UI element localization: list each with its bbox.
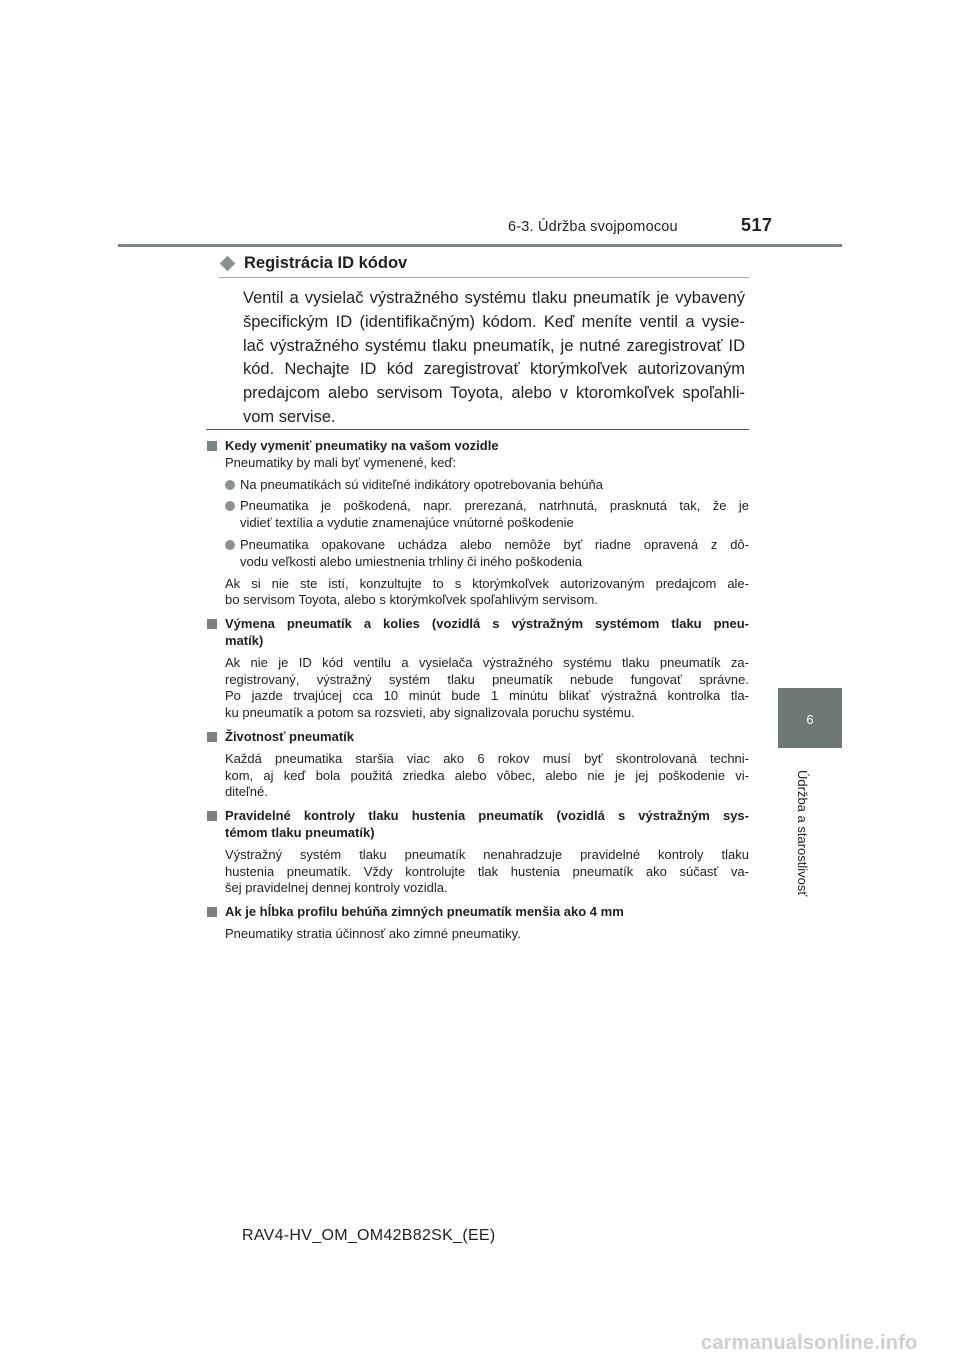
text-line: registrovaný, výstražný systém tlaku pneumatík nebude fungovať správne. bbox=[225, 671, 749, 687]
square-bullet-icon bbox=[207, 732, 217, 742]
text-line: Ak si nie ste istí, konzultujte to s ktorýmkoľvek autorizovaným predajcom ale- bbox=[225, 575, 749, 591]
square-bullet-icon bbox=[207, 907, 217, 917]
note-heading: Pravidelné kontroly tlaku hustenia pneumatík (vozidlá s výstražným sys- témom tlaku pneumatík) bbox=[206, 808, 749, 842]
notes-divider bbox=[206, 429, 749, 430]
square-bullet-icon bbox=[207, 811, 217, 821]
chapter-tab-title: Údržba a starostlivosť bbox=[795, 770, 810, 897]
note-text bbox=[206, 847, 749, 897]
watermark: carmanualsonline.info bbox=[701, 1332, 918, 1354]
note-text bbox=[206, 926, 749, 943]
note-heading: Výmena pneumatík a kolies (vozidlá s výstražným systémom tlaku pneu- matík) bbox=[206, 616, 749, 650]
round-bullet-icon bbox=[225, 480, 235, 490]
round-bullet-icon bbox=[225, 501, 235, 511]
text-line: Pneumatika opakovane uchádza alebo nemôže byť riadne opravená z dô- bbox=[240, 536, 749, 552]
text-line: bo servisom Toyota, alebo s ktorýmkoľvek spoľahlivým servisom. bbox=[225, 592, 598, 608]
text-line: vodu veľkosti alebo umiestnenia trhliny či iného poškodenia bbox=[240, 553, 582, 569]
text-line: lač výstražného systému tlaku pneumatík, je nutné zaregistrovať ID bbox=[243, 336, 745, 355]
note-heading: Ak je hĺbka profilu behúňa zimných pneumatík menšia ako 4 mm bbox=[206, 904, 749, 921]
registration-title: Registrácia ID kódov bbox=[244, 254, 408, 272]
header-divider bbox=[118, 244, 842, 247]
chapter-tab-number: 6 bbox=[778, 688, 842, 748]
list-item bbox=[206, 477, 749, 494]
text-line: kom, aj keď bola použitá zriedka alebo vôbec, alebo nie je jej poškodenie vi- bbox=[225, 767, 749, 783]
list-item bbox=[206, 537, 749, 571]
registration-paragraph bbox=[243, 287, 745, 430]
text-line: Ak nie je ID kód ventilu a vysielača výstražného systému tlaku pneumatík za- bbox=[225, 654, 749, 670]
text-line: špecifickým ID (identifikačným) kódom. Keď meníte ventil a vysie- bbox=[243, 312, 745, 331]
note-heading: Životnosť pneumatík bbox=[206, 729, 749, 746]
text-line: kód. Nechajte ID kód zaregistrovať ktorýmkoľvek autorizovaným bbox=[243, 360, 745, 379]
notes-section bbox=[206, 438, 749, 943]
text-line: Pneumatika je poškodená, napr. prerezaná, natrhnutá, prasknutá tak, že je bbox=[240, 498, 749, 514]
text-line: ku pneumatík a potom sa rozsvieti, aby signalizovala poruchu systému. bbox=[225, 705, 635, 721]
square-bullet-icon bbox=[207, 619, 217, 629]
text-line: hustenia pneumatík. Vždy kontrolujte tlak hustenia pneumatík ako súčasť va- bbox=[225, 863, 749, 879]
document-code: RAV4-HV_OM_OM42B82SK_(EE) bbox=[242, 1227, 496, 1244]
round-bullet-icon bbox=[225, 540, 235, 550]
note-text bbox=[206, 455, 749, 472]
note-heading: Kedy vymeniť pneumatiky na vašom vozidle bbox=[206, 438, 749, 455]
note-text bbox=[206, 751, 749, 801]
text-line: Pneumatiky stratia účinnosť ako zimné pneumatiky. bbox=[225, 925, 521, 941]
note-text bbox=[206, 655, 749, 722]
text-line: šej pravidelnej dennej kontroly vozidla. bbox=[225, 880, 448, 896]
square-bullet-icon bbox=[207, 441, 217, 451]
text-line: diteľné. bbox=[225, 784, 268, 800]
text-line: predajcom alebo servisom Toyota, alebo v ktoromkoľvek spoľahli- bbox=[243, 384, 745, 403]
registration-divider bbox=[219, 277, 749, 278]
list-item bbox=[206, 498, 749, 532]
text-line: Na pneumatikách sú viditeľné indikátory opotrebovania behúňa bbox=[240, 476, 603, 492]
text-line: Každá pneumatika staršia viac ako 6 rokov musí byť skontrolovaná techni- bbox=[225, 750, 749, 766]
text-line: vom servise. bbox=[243, 407, 336, 426]
page-number: 517 bbox=[741, 215, 773, 235]
running-header-section: 6-3. Údržba svojpomocou bbox=[508, 219, 678, 235]
chapter-tab bbox=[778, 748, 842, 908]
registration-heading bbox=[219, 254, 407, 273]
text-line: Ventil a vysielač výstražného systému tlaku pneumatík je vybavený bbox=[243, 289, 745, 307]
text-line: Po jazde trvajúcej cca 10 minút bude 1 minútu blikať výstražná kontrolka tla- bbox=[225, 688, 749, 704]
note-text bbox=[206, 576, 749, 610]
text-line: Pneumatiky by mali byť vymenené, keď: bbox=[225, 454, 457, 470]
text-line: Výstražný systém tlaku pneumatík nenahradzuje pravidelné kontroly tlaku bbox=[225, 846, 749, 862]
text-line: vidieť textília a vydutie znamenajúce vnútorné poškodenie bbox=[240, 515, 574, 531]
diamond-bullet-icon bbox=[220, 256, 236, 272]
